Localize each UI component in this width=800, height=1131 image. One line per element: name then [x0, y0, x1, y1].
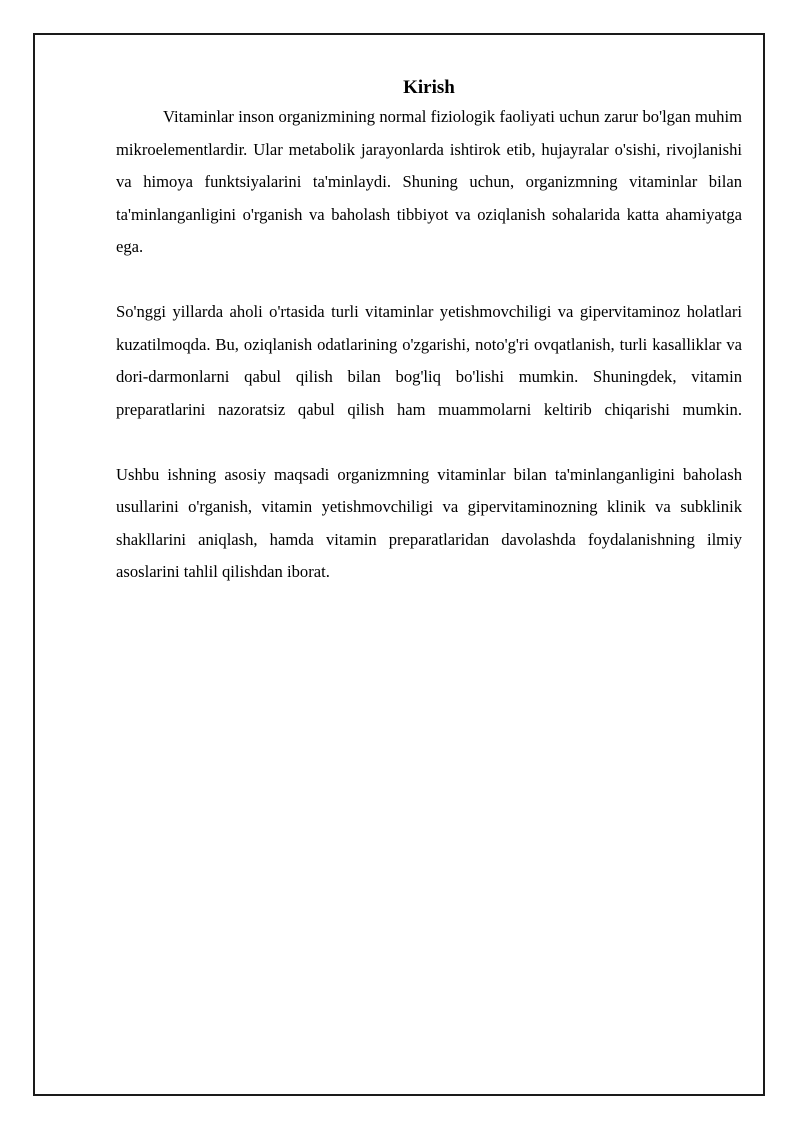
paragraph-spacer — [116, 426, 742, 459]
paragraph-2: So'nggi yillarda aholi o'rtasida turli vitaminlar yetishmovchiligi va gipervitaminoz holatlari kuzatilmoqda. Bu, oziqlanish odatlarining o'zgarishi, noto'g'ri ovqatlanish, turli kasalliklar va dori-darmonlarni qabul qilish bilan bog'liq bo'lishi mumkin. Shuningdek, vitamin preparatlarini nazoratsiz qabul qilish ham muammolarni keltirib chiqarishi mumkin. — [116, 302, 742, 419]
paragraph-spacer — [116, 264, 742, 297]
paragraph-3: Ushbu ishning asosiy maqsadi organizmning vitaminlar bilan ta'minlanganligini baholash usullarini o'rganish, vitamin yetishmovchiligi va gipervitaminozning klinik va subklinik shakllarini aniqlash, hamda vitamin preparatlaridan davolashda foydalanishning ilmiy asoslarini tahlil qilishdan iborat. — [116, 464, 742, 581]
document-title: Kirish — [403, 77, 455, 98]
paragraph-1: Vitaminlar inson organizmining normal fiziologik faoliyati uchun zarur bo'lgan muhim mikroelementlardir. Ular metabolik jarayonlarda ishtirok etib, hujayralar o'sishi, rivojlanishi va himoya funktsiyalarini ta'minlaydi. Shuning uchun, organizmning vitaminlar bilan ta'minlanganligini o'rganish va baholash tibbiyot va oziqlanish sohalarida katta ahamiyatga ega. — [116, 107, 742, 256]
document-body — [116, 76, 742, 589]
